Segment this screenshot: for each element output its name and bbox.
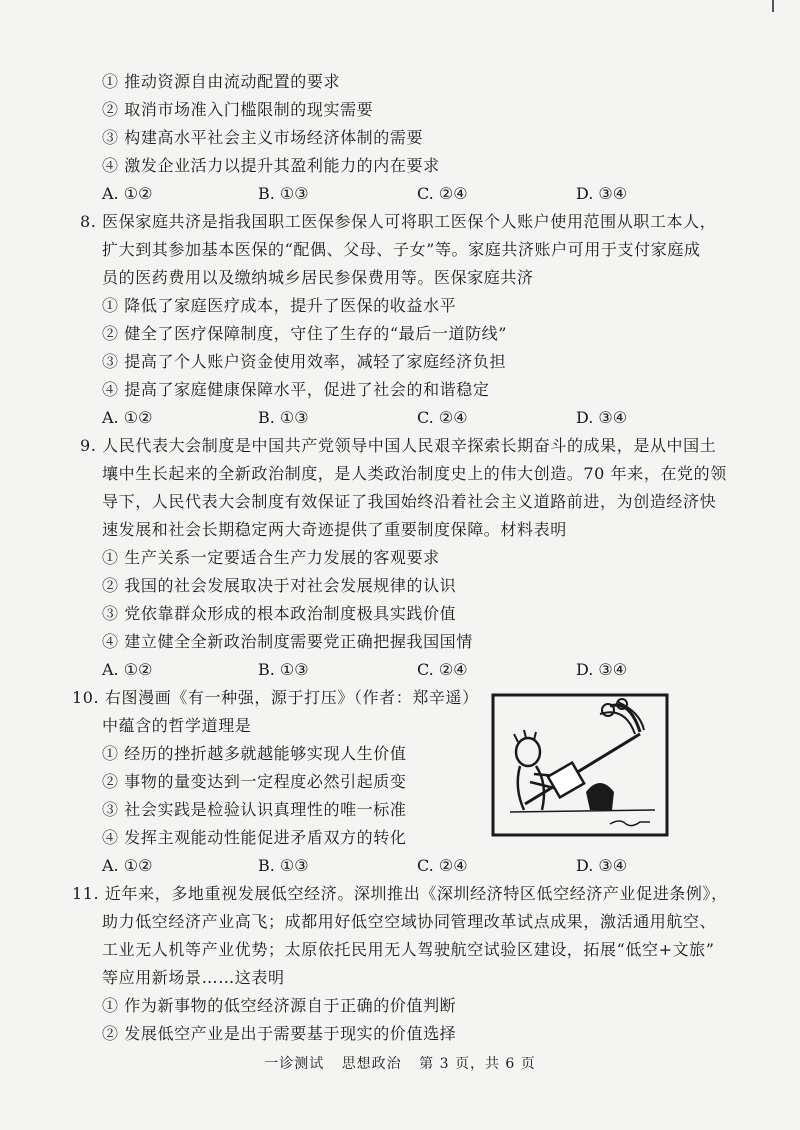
q7-option-c: C. ②④ (417, 184, 468, 203)
q10-option-d: D. ③④ (576, 856, 628, 875)
q10-item-2: ② 事物的量变达到一定程度必然引起质变 (102, 772, 407, 791)
q10-stem-line-1: 10. 右图漫画《有一种强，源于打压》（作者：郑辛遥） (72, 688, 479, 707)
q9-stem-line-1: 9. 人民代表大会制度是中国共产党领导中国人民艰辛探索长期奋斗的成果，是从中国土 (80, 436, 717, 455)
q8-option-b: B. ①③ (258, 408, 309, 427)
q10-options (102, 854, 702, 878)
q9-option-b: B. ①③ (258, 660, 309, 679)
q10-option-c: C. ②④ (417, 856, 468, 875)
q8-options (102, 406, 702, 430)
q9-options (102, 658, 702, 682)
q8-item-3: ③ 提高了个人账户资金使用效率，减轻了家庭经济负担 (102, 352, 507, 371)
q8-item-4: ④ 提高了家庭健康保障水平，促进了社会的和谐稳定 (102, 380, 490, 399)
q11-stem-line-3: 工业无人机等产业优势；太原依托民用无人驾驶航空试验区建设，拓展“低空+文旅” (102, 940, 715, 959)
scan-edge-mark (772, 0, 774, 12)
q7-options (102, 182, 702, 206)
q7-item-1: ① 推动资源自由流动配置的要求 (102, 72, 341, 91)
q7-option-a: A. ①② (102, 184, 153, 203)
q9-option-c: C. ②④ (417, 660, 468, 679)
q8-option-a: A. ①② (102, 408, 153, 427)
q11-item-2: ② 发展低空产业是出于需要基于现实的价值选择 (102, 1024, 457, 1043)
q8-option-d: D. ③④ (576, 408, 628, 427)
q9-stem-line-3: 导下，人民代表大会制度有效保证了我国始终沿着社会主义道路前进，为创造经济快 (102, 492, 717, 511)
q9-item-4: ④ 建立健全全新政治制度需要党正确把握我国国情 (102, 632, 473, 651)
q7-item-3: ③ 构建高水平社会主义市场经济体制的需要 (102, 128, 424, 147)
q11-stem-line-1: 11. 近年来，多地重视发展低空经济。深圳推出《深圳经济特区低空经济产业促进条例》， (72, 884, 728, 903)
q10-item-1: ① 经历的挫折越多就越能够实现人生价值 (102, 744, 407, 763)
q10-option-a: A. ①② (102, 856, 153, 875)
q11-item-1: ① 作为新事物的低空经济源自于正确的价值判断 (102, 996, 457, 1015)
q8-stem-line-3: 员的医药费用以及缴纳城乡居民参保费用等。医保家庭共济 (102, 268, 534, 287)
q9-item-3: ③ 党依靠群众形成的根本政治制度极具实践价值 (102, 604, 457, 623)
q7-option-d: D. ③④ (576, 184, 628, 203)
page-footer (0, 1054, 800, 1074)
q10-item-4: ④ 发挥主观能动性能促进矛盾双方的转化 (102, 828, 407, 847)
q8-item-1: ① 降低了家庭医疗成本，提升了医保的收益水平 (102, 296, 457, 315)
q10-item-3: ③ 社会实践是检验认识真理性的唯一标准 (102, 800, 407, 819)
q7-item-4: ④ 激发企业活力以提升其盈利能力的内在要求 (102, 156, 440, 175)
q9-stem-line-2: 壤中生长起来的全新政治制度，是人类政治制度史上的伟大创造。70 年来，在党的领 (102, 464, 727, 483)
q11-stem-line-4: 等应用新场景……这表明 (102, 968, 285, 987)
q9-option-a: A. ①② (102, 660, 153, 679)
footer-subject: 思想政治 (341, 1056, 402, 1072)
q8-option-c: C. ②④ (417, 408, 468, 427)
footer-page-number: 第 3 页，共 6 页 (419, 1056, 536, 1072)
q8-stem-line-2: 扩大到其参加基本医保的“配偶、父母、子女”等。家庭共济账户可用于支付家庭成 (102, 240, 701, 259)
q7-item-2: ② 取消市场准入门槛限制的现实需要 (102, 100, 374, 119)
q8-item-2: ② 健全了医疗保障制度，守住了生存的“最后一道防线” (102, 324, 508, 343)
q9-option-d: D. ③④ (576, 660, 628, 679)
q10-option-b: B. ①③ (258, 856, 309, 875)
q9-stem-line-4: 速发展和社会长期稳定两大奇迹提供了重要制度保障。材料表明 (102, 520, 567, 539)
q11-stem-line-2: 助力低空经济产业高飞；成都用好低空空域协同管理改革试点成果，激活通用航空、 (102, 912, 717, 931)
q10-cartoon-illustration (490, 692, 670, 838)
q9-item-1: ① 生产关系一定要适合生产力发展的客观要求 (102, 548, 440, 567)
footer-exam-name: 一诊测试 (264, 1056, 325, 1072)
q7-option-b: B. ①③ (258, 184, 309, 203)
q8-stem-line-1: 8. 医保家庭共济是指我国职工医保参保人可将职工医保个人账户使用范围从职工本人， (80, 212, 717, 231)
q10-stem-line-2: 中蕴含的哲学道理是 (102, 716, 252, 735)
q9-item-2: ② 我国的社会发展取决于对社会发展规律的认识 (102, 576, 457, 595)
